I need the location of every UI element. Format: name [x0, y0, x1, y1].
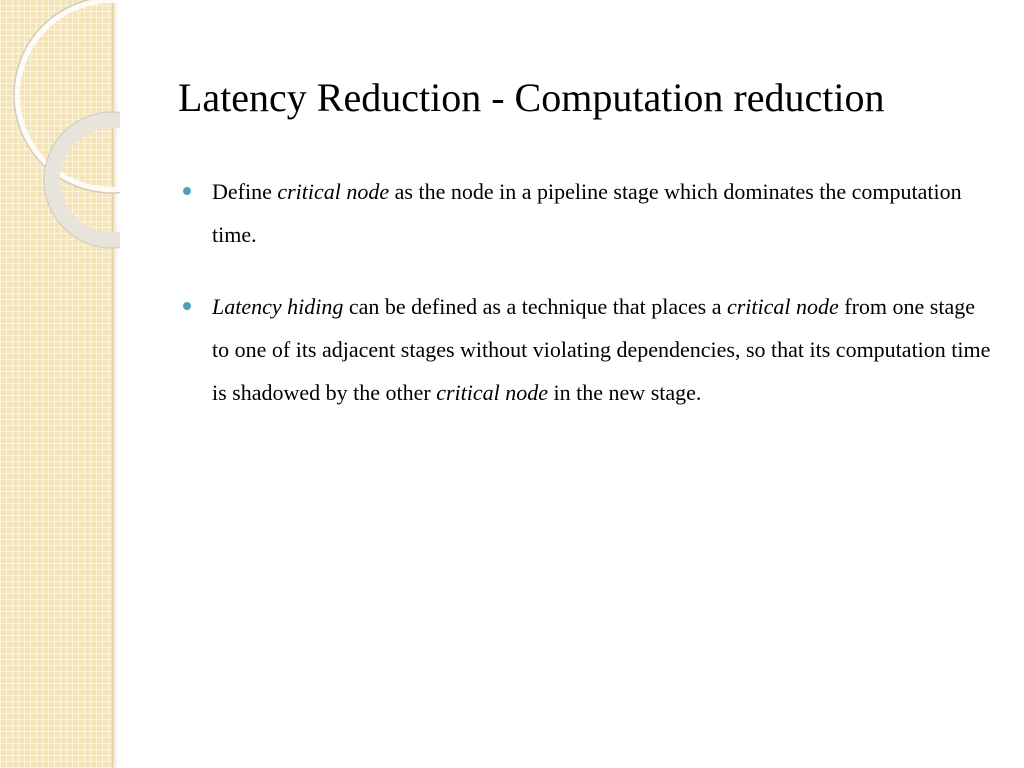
- bullet-text-run-italic: critical node: [277, 179, 390, 204]
- bullet-text-run-italic: Latency hiding: [212, 294, 344, 319]
- bullet-text-run-italic: critical node: [436, 380, 549, 405]
- bullet-list: [183, 170, 995, 443]
- large-ring-outline: [14, 0, 120, 193]
- bullet-item-latency-hiding: [183, 285, 995, 414]
- bullet-item-critical-node: [183, 170, 995, 256]
- bullet-dot-icon: [183, 187, 191, 195]
- large-ring: [17, 0, 120, 190]
- bullet-text-run: can be defined as a technique that places a: [343, 294, 727, 319]
- bullet-text-run: Define: [212, 179, 278, 204]
- bullet-text-run-italic: critical node: [726, 294, 839, 319]
- bullet-text-run: from one stage to one of its adjacent stages without violating dependencies, so that its computation time is shadowed by the other: [212, 294, 991, 405]
- bullet-text-run: as the node in a pipeline stage which dominates the computation time.: [212, 179, 962, 247]
- bullet-dot-icon: [183, 302, 191, 310]
- decorative-rings: [0, 0, 120, 260]
- bullet-text-run: in the new stage.: [548, 380, 702, 405]
- slide-title: Latency Reduction - Computation reduction: [178, 75, 885, 120]
